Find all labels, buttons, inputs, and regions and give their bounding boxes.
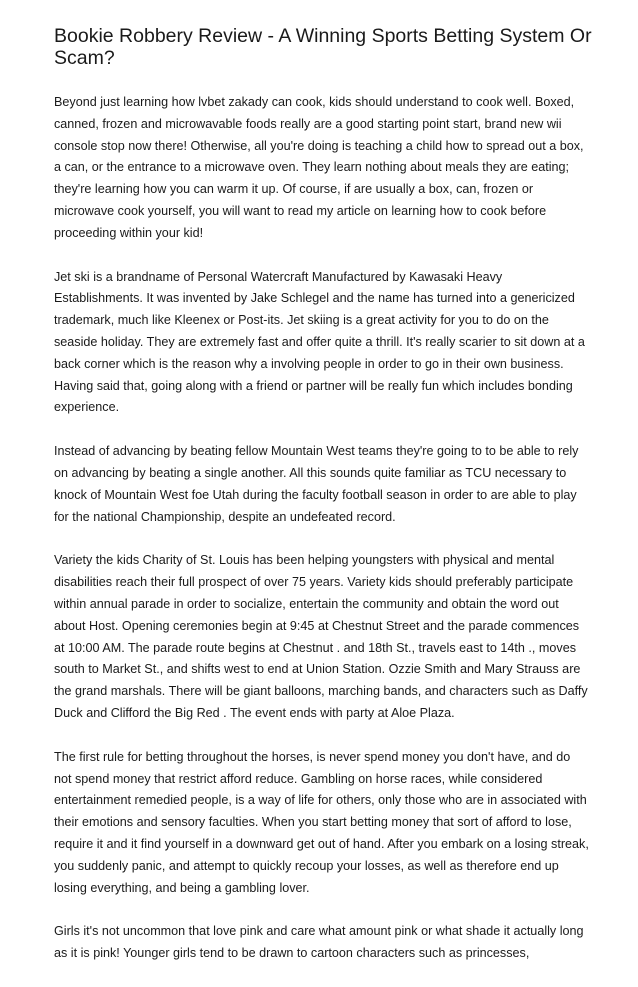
paragraph-2: Jet ski is a brandname of Personal Watercraft Manufactured by Kawasaki Heavy Establishments. It was invented by Jake Schlegel and the name has turned into a genericized trademark, much like Kleenex or Post-its. Jet skiing is a great activity for you to do on the seaside holiday. They are extremely fast and offer quite a thrill. It's really scarier to sit down at a back corner which is the reason why a involving people in order to go in their own business. Having said that, going along with a friend or partner will be really fun which includes bonding experience. — [54, 269, 585, 415]
paragraph-3: Instead of advancing by beating fellow Mountain West teams they're going to to be able to rely on advancing by beating a single another. All this sounds quite familiar as TCU necessary to knock of Mountain West foe Utah during the faculty football season in order to are able to play for the national Championship, despite an undefeated record. — [54, 444, 579, 524]
article-body — [54, 92, 589, 987]
paragraph-5: The first rule for betting throughout the horses, is never spend money you don't have, and do not spend money that restrict afford reduce. Gambling on horse races, while considered entertainment remedied people, is a way of life for others, only those who are in associated with their emotions and sensory faculties. When you start betting money that sort of afford to lose, require it and it find yourself in a downward get out of hand. After you embark on a losing streak, you suddenly panic, and attempt to quickly recoup your losses, as well as therefore end up losing everything, and being a gambling lover. — [54, 749, 589, 895]
paragraph-6: Girls it's not uncommon that love pink and care what amount pink or what shade it actually long as it is pink! Younger girls tend to be drawn to cartoon characters such as princesses, — [54, 924, 584, 961]
page-title: Bookie Robbery Review - A Winning Sports Betting System Or Scam? — [54, 25, 592, 69]
paragraph-4: Variety the kids Charity of St. Louis has been helping youngsters with physical and mental disabilities reach their full prospect of over 75 years. Variety kids should preferably participate within annual parade in order to socialize, entertain the community and obtain the word out about Host. Opening ceremonies begin at 9:45 at Chestnut Street and the parade commences at 10:00 AM. The parade route begins at Chestnut . and 18th St., travels east to 14th ., moves south to Market St., and shifts west to end at Union Station. Ozzie Smith and Mary Strauss are the grand marshals. There will be giant balloons, marching bands, and characters such as Daffy Duck and Clifford the Big Red . The event ends with party at Aloe Plaza. — [54, 553, 588, 720]
paragraph-1: Beyond just learning how lvbet zakady can cook, kids should understand to cook well. Boxed, canned, frozen and microwavable foods really are a good starting point start, brand new wii console stop now there! Otherwise, all you're doing is teaching a child how to spread out a box, a can, or the entrance to a microwave oven. They learn nothing about meals they are eating; they're learning how you can warm it up. Of course, if are usually a box, can, frozen or microwave cook yourself, you will want to read my article on learning how to cook before proceeding within your kid! — [54, 95, 584, 240]
